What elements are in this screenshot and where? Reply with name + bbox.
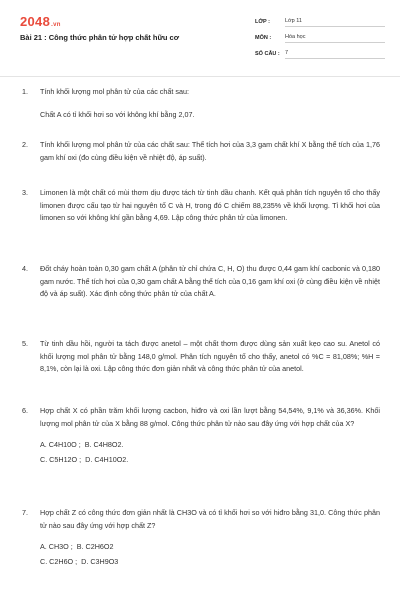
question-count-value: 7: [285, 50, 385, 59]
question-text: Hợp chất X có phần trăm khối lượng cacbon, hiđro và oxi lần lượt bằng 54,54%, 9,1% và 36,36%. Khối lượng mol phân tử của X bằng 88 g/mol. Công thức phân tử nào sau đây ứng với hợp chất của X?: [40, 406, 380, 428]
logo-suffix: .vn: [51, 22, 61, 28]
option-a[interactable]: A. C4H10O ;: [40, 440, 81, 449]
question-text: Tính khối lượng mol phân tử của các chất sau:: [40, 87, 189, 96]
question-number: 4.: [22, 264, 28, 273]
question-5: [22, 338, 380, 376]
question-text: Limonen là một chất có mùi thơm dịu được tách từ tinh dầu chanh. Kết quả phân tích nguyên tố cho thấy limonen được cấu tạo từ hai nguyên tố C và H, trong đó C chiếm 88,235% về khối lượng. Tỉ khối hơi của limonen so với không khí gần bằng 4,69. Lập công thức phân tử của limonen.: [40, 188, 380, 222]
question-6: [22, 405, 380, 467]
question-number: 3.: [22, 188, 28, 197]
logo-text: 2048: [20, 14, 51, 29]
header-divider: [0, 76, 400, 77]
question-number: 5.: [22, 339, 28, 348]
question-text: Tính khối lượng mol phân tử của các chất sau: Thể tích hơi của 3,3 gam chất khí X bằng thể tích của 1,76 gam khí oxi (đo cùng điều kiện về nhiệt độ, áp suất).: [40, 140, 380, 162]
option-b[interactable]: B. C2H6O2: [76, 542, 114, 551]
option-c[interactable]: C. C2H6O ;: [40, 557, 78, 566]
question-text: Từ tinh dầu hồi, người ta tách được anetol – một chất thơm được dùng sản xuất kẹo cao su. Anetol có khối lượng mol phân tử bằng 148,0 g/mol. Phân tích nguyên tố cho thấy, anetol có %C = 81,08%; %H = 8,1%, còn lại là oxi. Lập công thức đơn giản nhất và công thức phân tử của anetol.: [40, 339, 380, 373]
subject-value: Hóa học: [285, 34, 385, 43]
question-2: [22, 139, 380, 164]
question-3: [22, 187, 380, 225]
class-value: Lớp 11: [285, 18, 385, 27]
question-number: 2.: [22, 140, 28, 149]
site-logo[interactable]: [20, 14, 61, 29]
subject-field: [255, 34, 306, 41]
option-d[interactable]: D. C4H10O2.: [85, 455, 129, 464]
class-field: [255, 18, 302, 25]
question-subtext: Chất A có tỉ khối hơi so với không khí bằng 2,07.: [40, 109, 195, 119]
question-4: [22, 263, 380, 301]
option-c[interactable]: C. C5H12O ;: [40, 455, 82, 464]
question-count-label: SỐ CÂU :: [255, 51, 280, 57]
class-label: LỚP :: [255, 19, 270, 25]
question-count-field: [255, 50, 289, 57]
question-text: Hợp chất Z có công thức đơn giản nhất là CH3O và có tỉ khối hơi so với hiđro bằng 31,0. Công thức phân tử nào sau đây ứng với hợp chất Z?: [40, 508, 380, 530]
subject-label: MÔN :: [255, 35, 272, 41]
question-number: 6.: [22, 406, 28, 415]
question-1: [22, 86, 380, 121]
page-header: [0, 0, 400, 70]
option-d[interactable]: D. C3H9O3: [81, 557, 119, 566]
question-number: 7.: [22, 508, 28, 517]
question-text: Đốt cháy hoàn toàn 0,30 gam chất A (phân tử chỉ chứa C, H, O) thu được 0,44 gam khí cacbonic và 0,180 gam nước. Thể tích hơi của 0,30 gam chất A bằng thể tích của 0,16 gam khí oxi (ở cùng điều kiện về nhiệt độ và áp suất). Xác định công thức phân tử của chất A.: [40, 264, 380, 298]
answer-options: [40, 539, 380, 569]
question-7: [22, 507, 380, 569]
answer-options: [40, 437, 380, 467]
document-title: Bài 21 : Công thức phân tử hợp chất hữu cơ: [20, 33, 180, 42]
question-number: 1.: [22, 87, 28, 96]
option-a[interactable]: A. CH3O ;: [40, 542, 73, 551]
option-b[interactable]: B. C4H8O2.: [84, 440, 124, 449]
